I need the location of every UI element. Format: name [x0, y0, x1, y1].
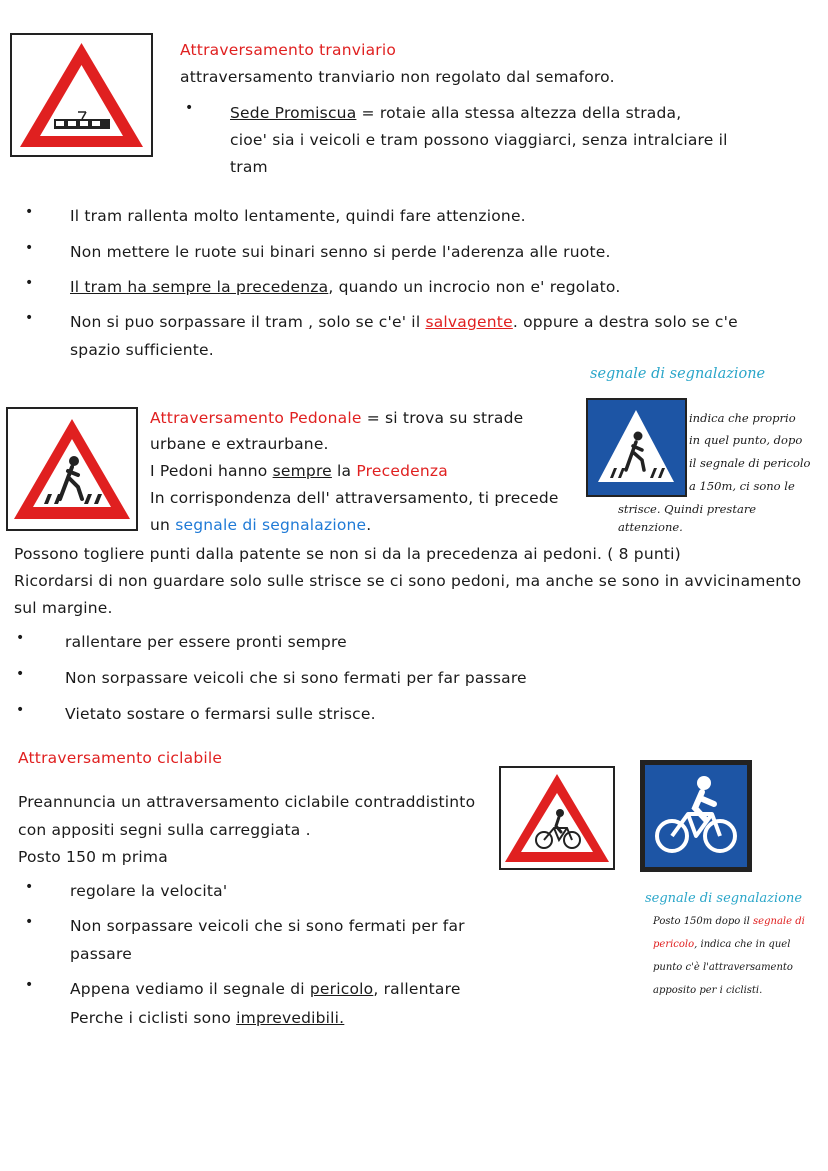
tram-b4-c: . oppure a destra solo se c'e	[512, 313, 738, 331]
ped-para1: Possono togliere punti dalla patente se non si da la precedenza ai pedoni. ( 8 punti)	[14, 545, 681, 563]
ped-l5b: segnale di segnalazione	[175, 516, 367, 534]
ped-l3b: sempre	[272, 462, 332, 480]
cb3e: imprevedibili.	[236, 1009, 345, 1027]
cycle-bullet-1: regolare la velocita'	[70, 882, 228, 900]
bullet-marker: •	[25, 240, 34, 256]
ped-note-line5: strisce. Quindi prestare	[618, 502, 757, 516]
cb3b: pericolo	[309, 980, 374, 998]
tram-precedence: Il tram ha sempre la precedenza	[70, 278, 329, 296]
cycle-line1: Preannuncia un attraversamento ciclabile contraddistinto	[18, 793, 476, 811]
cycle-warning-sign	[499, 766, 615, 870]
tram-precedence-rest: , quando un incrocio non e' regolato.	[328, 278, 621, 296]
cycle-bullet-2: Non sorpassare veicoli che si sono fermati per far	[70, 917, 465, 935]
cb3c: , rallentare	[373, 980, 461, 998]
cycle-bullet-3-cont	[70, 1009, 344, 1028]
cycle-note-title: segnale di segnalazione	[645, 891, 803, 906]
ped-line2: urbane e extraurbane.	[150, 435, 329, 453]
ped-note-title: segnale di segnalazione	[590, 366, 766, 382]
bullet-marker: •	[25, 977, 34, 993]
ped-line4: In corrispondenza dell' attraversamento, ti precede	[150, 489, 559, 507]
ped-l5a: un	[150, 516, 176, 534]
bullet-marker: •	[25, 310, 34, 326]
pedestrian-info-sign	[586, 398, 687, 497]
pedestrian-info-sign-icon	[586, 398, 687, 497]
cycle-sign-icon	[501, 768, 613, 868]
cn-d: , indica che in quel	[694, 939, 791, 950]
bullet-marker: •	[25, 914, 34, 930]
pedestrian-sign-icon	[8, 409, 136, 529]
tram-title: Attraversamento tranviario	[180, 41, 397, 59]
ped-l3d: Precedenza	[356, 462, 448, 480]
cycle-info-sign-icon	[640, 760, 752, 872]
ped-bullet-2: Non sorpassare veicoli che si sono fermati per far passare	[65, 669, 527, 687]
pedestrian-warning-sign	[6, 407, 138, 531]
sede-label: Sede Promiscua	[230, 104, 357, 122]
tram-bullet-2: Non mettere le ruote sui binari senno si perde l'aderenza alle ruote.	[70, 243, 611, 261]
ped-note-line3: il segnale di pericolo	[689, 456, 811, 470]
sede-text: = rotaie alla stessa altezza della strada,	[356, 104, 682, 122]
bullet-marker: •	[16, 702, 25, 718]
ped-line5	[150, 516, 371, 535]
cycle-note-line2	[653, 935, 790, 955]
cycle-note-line3: punto c'è l'attraversamento	[653, 962, 793, 973]
bullet-marker: •	[16, 666, 25, 682]
ped-note-line1: indica che proprio	[689, 411, 796, 425]
cycle-bullet-3	[70, 980, 461, 999]
cycle-note-line1	[653, 912, 805, 932]
bullet-marker: •	[25, 879, 34, 895]
sede-line2: cioe' sia i veicoli e tram possono viaggiarci, senza intralciare il	[230, 131, 728, 149]
cn-b: segnale di	[753, 916, 805, 927]
ped-note-line4: a 150m, ci sono le	[689, 479, 795, 493]
sede-line3: tram	[230, 158, 268, 176]
ped-line3	[150, 462, 448, 481]
sede-promiscua-line	[230, 104, 681, 123]
bullet-marker: •	[16, 630, 25, 646]
ped-bullet-3: Vietato sostare o fermarsi sulle strisce.	[65, 705, 376, 723]
ped-bullet-1: rallentare per essere pronti sempre	[65, 633, 347, 651]
ped-line1	[150, 409, 523, 428]
cn-a: Posto 150m dopo il	[653, 916, 754, 927]
tram-bullet-1: Il tram rallenta molto lentamente, quindi fare attenzione.	[70, 207, 526, 225]
ped-l3c: la	[331, 462, 357, 480]
bullet-marker: •	[25, 204, 34, 220]
tram-bullet-4-cont: spazio sufficiente.	[70, 341, 214, 359]
ped-l5c: .	[366, 516, 372, 534]
ped-line1-rest: = si trova su strade	[361, 409, 524, 427]
salvagente: salvagente	[425, 313, 513, 331]
tram-sign-icon	[12, 35, 151, 155]
ped-l3a: I Pedoni hanno	[150, 462, 273, 480]
cycle-info-sign	[640, 760, 752, 872]
ped-para2: Ricordarsi di non guardare solo sulle strisce se ci sono pedoni, ma anche se sono in avvicinamento	[14, 572, 802, 590]
cb3d: Perche i ciclisti sono	[70, 1009, 237, 1027]
bullet-marker: •	[185, 100, 194, 116]
ped-note-line2: in quel punto, dopo	[689, 433, 803, 447]
tram-subtitle: attraversamento tranviario non regolato dal semaforo.	[180, 68, 615, 86]
tram-bullet-3	[70, 278, 620, 297]
ped-title: Attraversamento Pedonale	[150, 409, 362, 427]
cycle-line3: Posto 150 m prima	[18, 848, 168, 866]
cycle-note-line4: apposito per i ciclisti.	[653, 985, 763, 996]
cn-c: pericolo	[653, 939, 695, 950]
tram-warning-sign	[10, 33, 153, 157]
cycle-bullet-2-cont: passare	[70, 945, 132, 963]
bullet-marker: •	[25, 275, 34, 291]
cb3a: Appena vediamo il segnale di	[70, 980, 310, 998]
cycle-title: Attraversamento ciclabile	[18, 749, 223, 767]
cycle-line2: con appositi segni sulla carreggiata .	[18, 821, 311, 839]
tram-b4-a: Non si puo sorpassare il tram , solo se c'e' il	[70, 313, 426, 331]
ped-note-line6: attenzione.	[618, 520, 683, 534]
tram-bullet-4	[70, 313, 738, 332]
ped-para3: sul margine.	[14, 599, 113, 617]
